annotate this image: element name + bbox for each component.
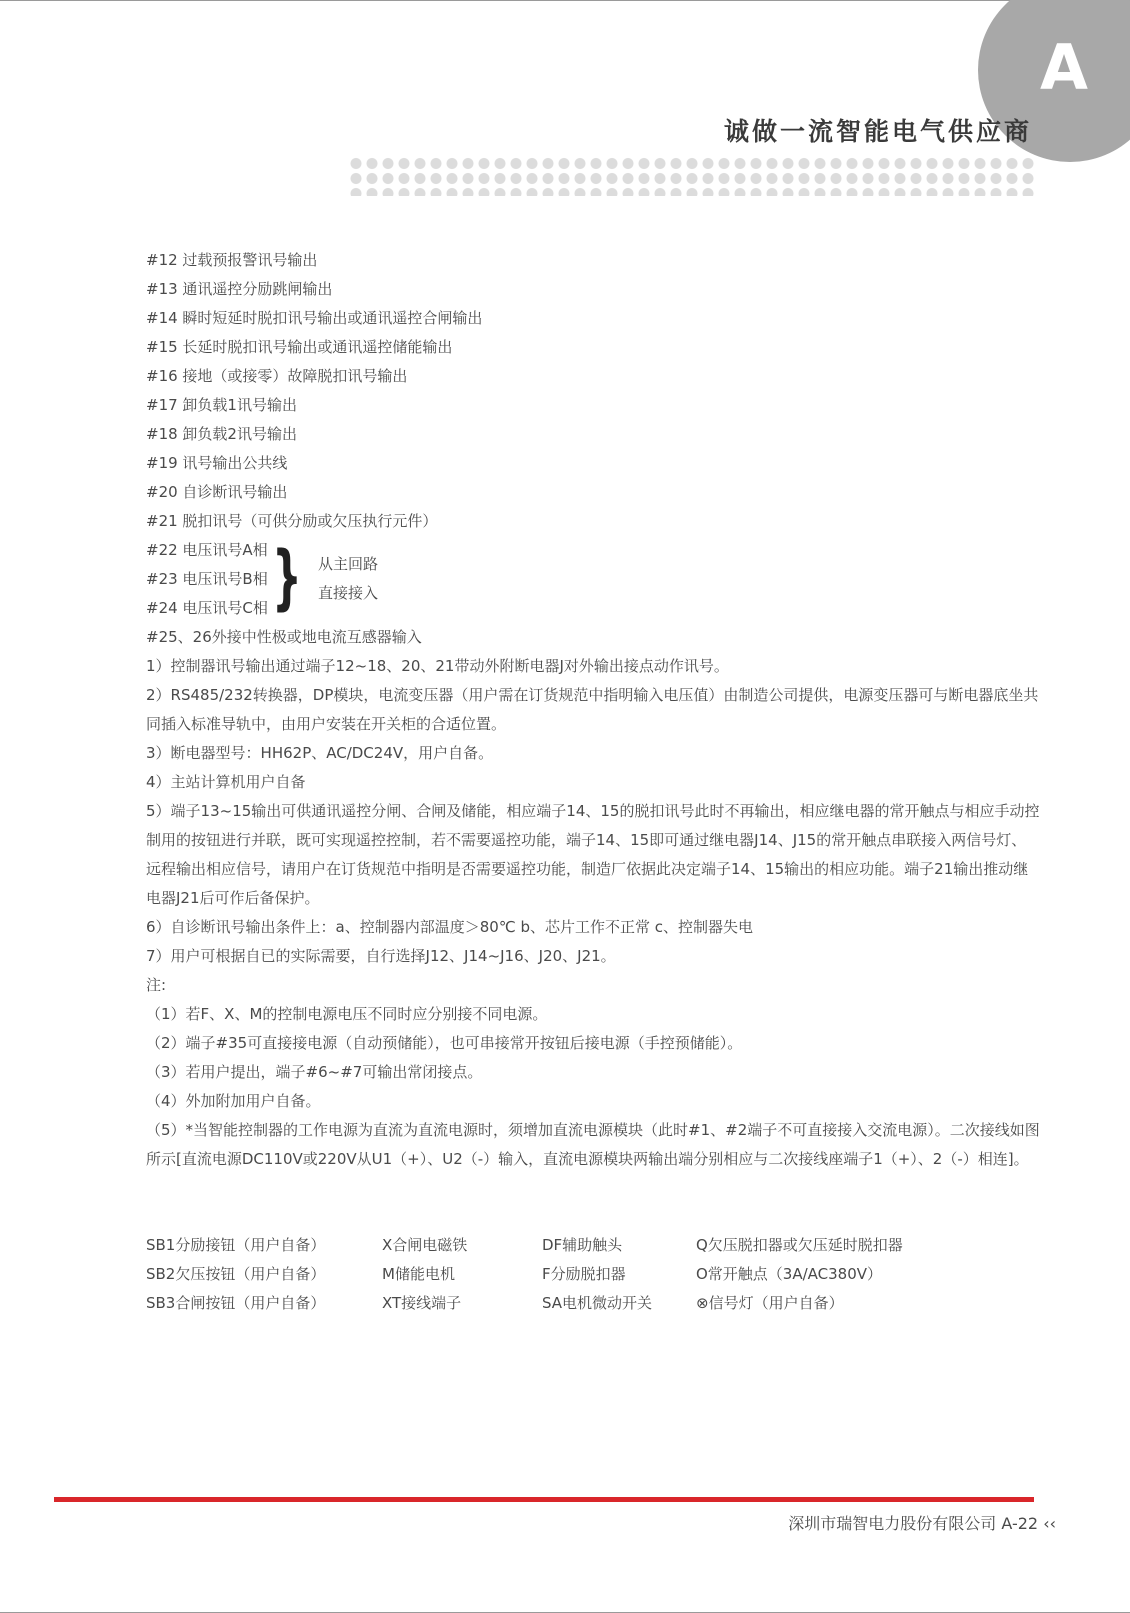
legend-row [146,1289,1046,1318]
footer-company-page: 深圳市瑞智电力股份有限公司 A-22 ‹‹ [788,1514,1056,1533]
legend-item: SB1分励接钮（用户自备） [146,1236,326,1254]
note-item: （1）若F、X、M的控制电源电压不同时应分别接不同电源。 [146,1005,548,1023]
legend-item: ⊗信号灯（用户自备） [696,1294,844,1312]
note-item: 1）控制器讯号输出通过端子12~18、20、21带动外附断电器J对外输出接点动作讯号。 [146,657,729,675]
voltage-signal-line: #22 电压讯号A相 [146,541,268,559]
note-item: （3）若用户提出，端子#6~#7可输出常闭接点。 [146,1063,483,1081]
legend-item: SB3合闸按钮（用户自备） [146,1294,326,1312]
legend-item: O常开触点（3A/AC380V） [696,1265,883,1283]
brace-label: 从主回路 [318,555,379,573]
slogan: 诚做一流智能电气供应商 [723,117,1032,146]
decorative-dot-pattern [348,156,1036,196]
terminal-line: #16 接地（或接零）故障脱扣讯号输出 [146,367,408,385]
note-item: 6）自诊断讯号输出条件上：a、控制器内部温度＞80℃ b、芯片工作不正常 c、控制器失电 [146,918,753,936]
terminal-line: #12 过载预报警讯号输出 [146,251,318,269]
note-item: 4）主站计算机用户自备 [146,773,306,791]
terminal-line: #21 脱扣讯号（可供分励或欠压执行元件） [146,512,438,530]
note-item: 3）断电器型号：HH62P、AC/DC24V，用户自备。 [146,744,494,762]
legend-row [146,1260,1046,1289]
legend-item: DF辅助触头 [542,1236,623,1254]
voltage-signal-group [146,536,1046,623]
terminal-line: #15 长延时脱扣讯号输出或通讯遥控储能输出 [146,338,453,356]
terminal-line: #18 卸负载2讯号输出 [146,425,297,443]
terminal-line: #19 讯号输出公共线 [146,454,288,472]
terminal-line: #14 瞬时短延时脱扣讯号输出或通讯遥控合闸输出 [146,309,483,327]
terminal-line: #20 自诊断讯号输出 [146,483,288,501]
note-item: （5）*当智能控制器的工作电源为直流为直流电源时，须增加直流电源模块（此时#1、#2端子不可直接接入交流电源）。二次接线如图所示[直流电源DC110V或220V从U1（+）、U2（-）输入，直流电源模块两输出端分别相应与二次接线座端子1（+）、2（-）相连]。 [146,1121,1040,1168]
legend-item: XT接线端子 [382,1294,462,1312]
legend-item: Q欠压脱扣器或欠压延时脱扣器 [696,1236,903,1254]
note-item: （2）端子#35可直接接电源（自动预储能），也可串接常开按钮后接电源（手控预储能）。 [146,1034,743,1052]
legend-item: X合闸电磁铁 [382,1236,468,1254]
note-item: 2）RS485/232转换器，DP模块，电流变压器（用户需在订货规范中指明输入电压值）由制造公司提供，电源变压器可与断电器底坐共同插入标准导轨中，由用户安装在开关柜的合适位置。 [146,686,1039,733]
footer-accent-bar [54,1497,1034,1502]
notes-title: 注: [146,976,167,994]
brace-label: 直接接入 [318,584,379,602]
voltage-signal-line: #24 电压讯号C相 [146,599,268,617]
terminal-line: #13 通讯遥控分励跳闸输出 [146,280,333,298]
note-item: 7）用户可根据自已的实际需要，自行选择J12、J14~J16、J20、J21。 [146,947,616,965]
terminal-line: #25、26外接中性极或地电流互感器输入 [146,628,422,646]
legend-item: M储能电机 [382,1265,455,1283]
legend-item: F分励脱扣器 [542,1265,626,1283]
note-item: （4）外加附加用户自备。 [146,1092,321,1110]
note-item: 5）端子13~15输出可供通讯遥控分闸、合闸及储能，相应端子14、15的脱扣讯号此时不再输出，相应继电器的常开触点与相应手动控制用的按钮进行并联，既可实现遥控控制，若不需要遥控功能，端子14、15即可通过继电器J14、J15的常开触点串联接入两信号灯、远程输出相应信号，请用户在订货规范中指明是否需要遥控功能，制造厂依据此决定端子14、15输出的相应功能。端子21输出推动继电器J21后可作后备保护。 [146,802,1040,907]
terminal-description [146,246,1046,1174]
terminal-line: #17 卸负载1讯号输出 [146,396,297,414]
component-legend [146,1231,1046,1318]
legend-row [146,1231,1046,1260]
brace-symbol: } [272,536,302,618]
section-letter: A [1040,31,1088,104]
top-rule [0,0,1130,1]
legend-item: SA电机微动开关 [542,1294,653,1312]
legend-item: SB2欠压按钮（用户自备） [146,1265,326,1283]
voltage-signal-line: #23 电压讯号B相 [146,570,268,588]
